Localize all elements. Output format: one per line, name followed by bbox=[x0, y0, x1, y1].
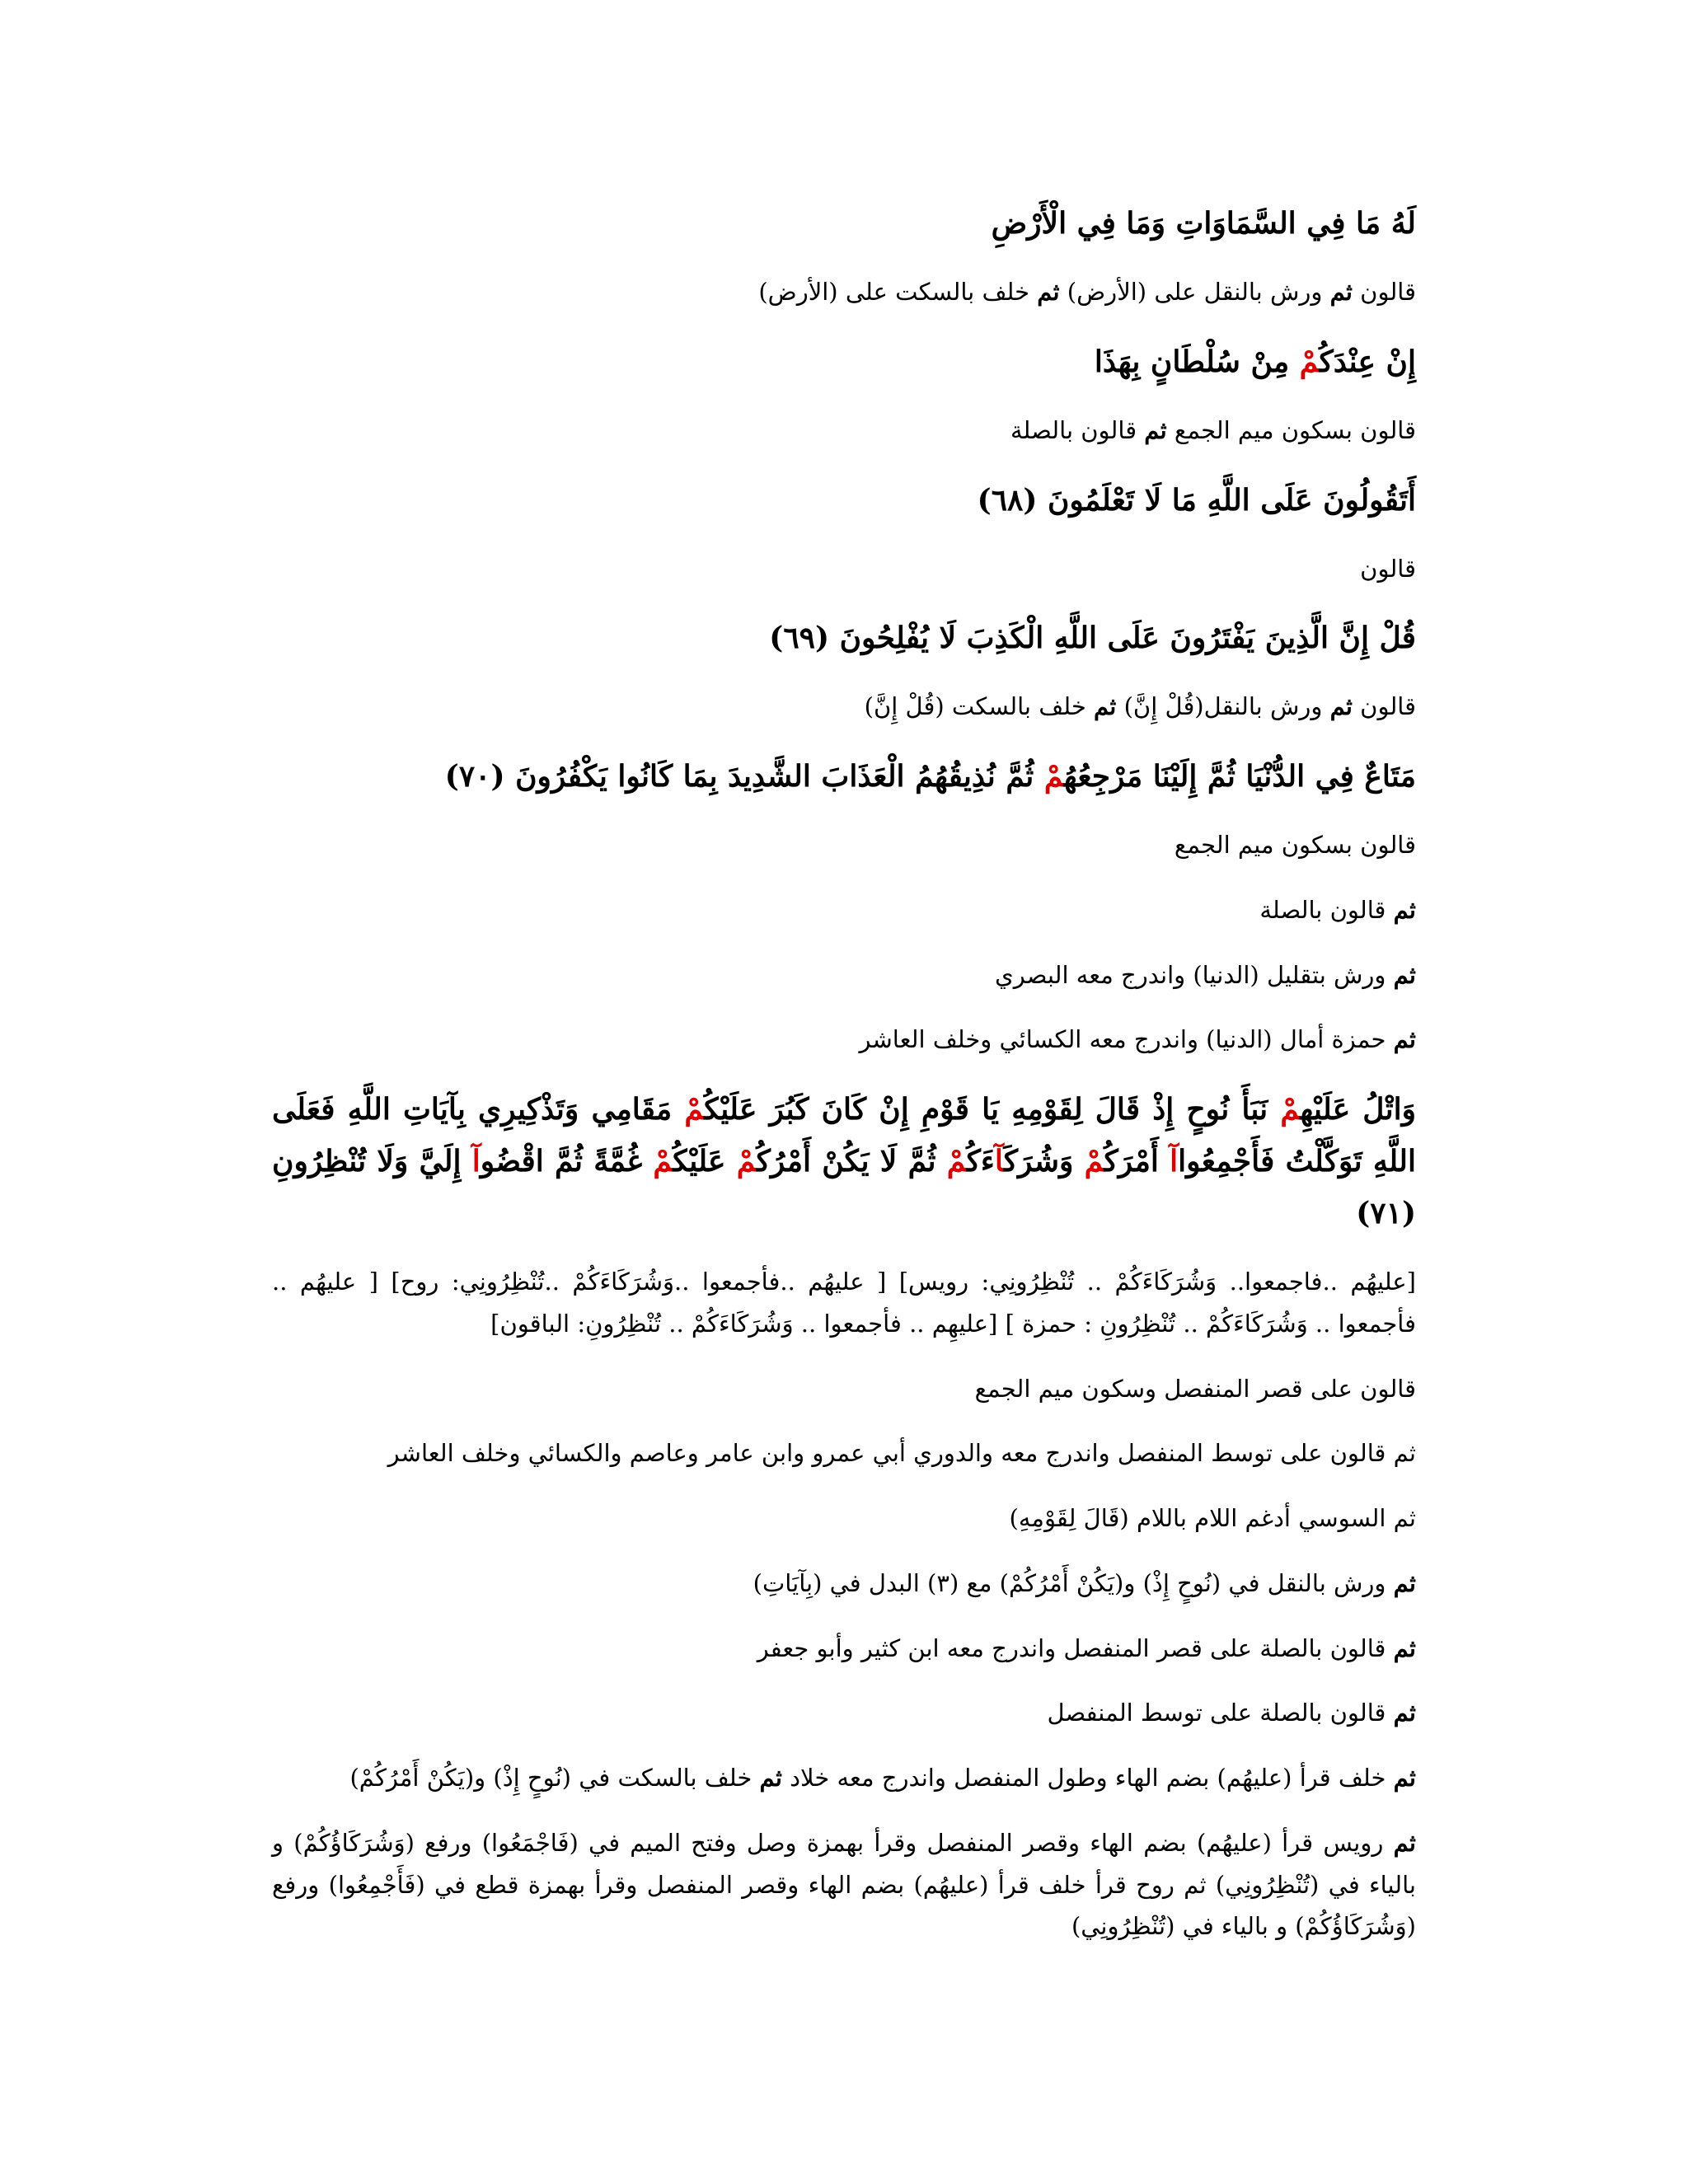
bold-keyword: ثم bbox=[1037, 278, 1060, 306]
bold-keyword: ثم bbox=[1329, 278, 1353, 306]
text-segment: وَشُرَكَ bbox=[1003, 1144, 1085, 1179]
text-segment: ورش بالنقل على (الأرض) bbox=[1059, 278, 1330, 306]
text-segment: قالون bbox=[1352, 692, 1416, 721]
text-segment: ثُمَّ نُذِيقُهُمُ الْعَذَابَ الشَّدِيدَ بِمَا كَانُوا يَكْفُرُونَ (٧٠) bbox=[444, 759, 1044, 794]
text-segment: مَقَامِي وَتَذْكِيرِي بِآيَاتِ اللَّهِ فَعَلَى اللَّهِ تَوَكَّلْتُ فَأَجْمِعُوا bbox=[272, 1092, 1417, 1179]
commentary-line bbox=[272, 271, 1416, 313]
text-segment: قالون بالصلة bbox=[1010, 415, 1145, 444]
text-segment: عَلَيْكُ bbox=[673, 1144, 737, 1179]
verse-line bbox=[272, 612, 1416, 664]
text-segment: قالون بالصلة bbox=[1259, 895, 1394, 924]
text-segment: قُلْ إِنَّ الَّذِينَ يَفْتَرُونَ عَلَى اللَّهِ الْكَذِبَ لَا يُفْلِحُونَ (٦٩) bbox=[769, 621, 1416, 656]
verse-line bbox=[272, 1084, 1416, 1240]
text-segment: مَتَاعٌ فِي الدُّنْيَا ثُمَّ إِلَيْنَا مَرْجِعُهُ bbox=[1063, 759, 1416, 794]
text-segment: ثُمَّ لَا يَكُنْ أَمْرُكُ bbox=[756, 1144, 947, 1179]
text-segment: [عليهُم ..فاجمعوا.. وَشُرَكَاءَكُمْ .. تُنْظِرُونِي: رويس] [ عليهُم ..فأجمعوا ..وَشُرَكَاءَكُمْ ..تُنْظِرُونِي: روح] [ عليهُم .. فأجمعوا .. وَشُرَكَاءَكُمْ .. تُنْظِرُونِ : حمزة ] [عليهِم .. فأجمعوا .. وَشُرَكَاءَكُمْ .. تُنْظِرُونِ: الباقون] bbox=[272, 1268, 1416, 1338]
text-segment: خلف بالسكت في (نُوحٍ إِذْ) و(يَكُنْ أَمْرُكُمْ) bbox=[349, 1764, 760, 1792]
bold-keyword: ثم bbox=[1393, 895, 1416, 924]
text-segment: ءَكُ bbox=[966, 1144, 995, 1179]
text-segment: نَبَأَ نُوحٍ إِذْ قَالَ لِقَوْمِهِ يَا قَوْمِ إِنْ كَانَ كَبُرَ عَلَيْكُ bbox=[704, 1092, 1281, 1127]
text-segment: غُمَّةً ثُمَّ اقْضُو bbox=[480, 1144, 654, 1179]
highlighted-letter: آ bbox=[471, 1144, 481, 1179]
highlighted-letter: مْ bbox=[1084, 1144, 1104, 1179]
bold-keyword: ثم bbox=[1393, 1568, 1416, 1597]
commentary-line bbox=[272, 954, 1416, 996]
commentary-line bbox=[272, 824, 1416, 866]
bold-keyword: ثم bbox=[1393, 1699, 1416, 1727]
verse-line bbox=[272, 751, 1416, 803]
commentary-line bbox=[272, 548, 1416, 590]
text-segment: خلف بالسكت (قُلْ إِنَّ) bbox=[864, 692, 1094, 721]
highlighted-letter: مْ bbox=[684, 1092, 705, 1127]
text-segment: حمزة أمال (الدنيا) واندرج معه الكسائي وخلف العاشر bbox=[859, 1025, 1394, 1054]
text-segment: أَتَقُولُونَ عَلَى اللَّهِ مَا لَا تَعْلَمُونَ (٦٨) bbox=[977, 482, 1416, 518]
text-segment: خلف قرأ (عليهُم) بضم الهاء وطول المنفصل واندرج معه خلاد bbox=[781, 1764, 1394, 1792]
text-segment: قالون بسكون ميم الجمع bbox=[1166, 415, 1416, 444]
commentary-line bbox=[272, 1757, 1416, 1799]
text-segment: مِنْ سُلْطَانٍ بِهَذَا bbox=[1094, 344, 1300, 379]
commentary-line bbox=[272, 686, 1416, 728]
text-segment: لَهُ مَا فِي السَّمَاوَاتِ وَمَا فِي الْأَرْضِ bbox=[991, 206, 1416, 241]
verse-line bbox=[272, 336, 1416, 388]
verse-line bbox=[272, 198, 1416, 250]
text-segment: إِلَيَّ وَلَا تُنْظِرُونِ (٧١) bbox=[272, 1144, 1416, 1230]
commentary-line bbox=[272, 410, 1416, 452]
highlighted-letter: آ bbox=[1170, 1144, 1179, 1179]
bold-keyword: ثم bbox=[1393, 960, 1416, 989]
text-segment: ورش بتقليل (الدنيا) واندرج معه البصري bbox=[995, 960, 1394, 989]
text-segment: قالون bbox=[1360, 554, 1416, 583]
highlighted-letter: آ bbox=[994, 1144, 1004, 1179]
bold-keyword: ثم bbox=[1393, 1025, 1416, 1054]
highlighted-letter: مْ bbox=[653, 1144, 673, 1179]
commentary-line bbox=[272, 1563, 1416, 1605]
commentary-line bbox=[272, 1261, 1416, 1345]
commentary-line bbox=[272, 1432, 1416, 1474]
commentary-line bbox=[272, 1822, 1416, 1947]
commentary-line bbox=[272, 1692, 1416, 1734]
text-segment: أَمْرَكُ bbox=[1104, 1144, 1170, 1179]
highlighted-letter: مْ bbox=[1299, 344, 1320, 379]
highlighted-letter: مْ bbox=[946, 1144, 967, 1179]
text-segment: ورش بالنقل(قُلْ إِنَّ) bbox=[1116, 692, 1330, 721]
bold-keyword: ثم bbox=[1393, 1764, 1416, 1792]
commentary-line bbox=[272, 1019, 1416, 1061]
text-segment: خلف بالسكت على (الأرض) bbox=[758, 278, 1038, 306]
highlighted-letter: مْ bbox=[1280, 1092, 1301, 1127]
commentary-line bbox=[272, 1368, 1416, 1410]
commentary-line bbox=[272, 1497, 1416, 1540]
verse-line bbox=[272, 475, 1416, 527]
bold-keyword: ثم bbox=[1329, 692, 1353, 721]
bold-keyword: ثم bbox=[1393, 1828, 1416, 1857]
text-segment: ورش بالنقل في (نُوحٍ إِذْ) و(يَكُنْ أَمْرُكُمْ) مع (٣) البدل في (بِآيَاتِ) bbox=[753, 1568, 1394, 1597]
bold-keyword: ثم bbox=[759, 1764, 782, 1792]
text-segment: وَاتْلُ عَلَيْهِ bbox=[1300, 1092, 1416, 1127]
text-segment: ثم قالون على توسط المنفصل واندرج معه والدوري أبي عمرو وابن عامر وعاصم والكسائي وخلف العاشر bbox=[387, 1439, 1416, 1468]
text-segment: قالون bbox=[1352, 278, 1416, 306]
bold-keyword: ثم bbox=[1144, 415, 1167, 444]
bold-keyword: ثم bbox=[1393, 1633, 1416, 1662]
text-segment: إِنْ عِنْدَكُ bbox=[1319, 344, 1416, 379]
text-segment: قالون بالصلة على توسط المنفصل bbox=[1047, 1699, 1394, 1727]
text-segment: ثم السوسي أدغم اللام باللام (قَالَ لِقَوْمِهِ) bbox=[1009, 1504, 1416, 1532]
highlighted-letter: مْ bbox=[1043, 759, 1064, 794]
highlighted-letter: مْ bbox=[736, 1144, 757, 1179]
text-segment: قالون على قصر المنفصل وسكون ميم الجمع bbox=[974, 1374, 1416, 1403]
text-segment: قالون بسكون ميم الجمع bbox=[1174, 831, 1416, 859]
commentary-line bbox=[272, 1628, 1416, 1670]
text-segment: رويس قرأ (عليهُم) بضم الهاء وقصر المنفصل وقرأ بهمزة وصل وفتح الميم في (فَاجْمَعُوا) ورفع (وَشُرَكَاؤُكُمْ) و بالياء في (تُنْظِرُونِي) ثم روح قرأ خلف قرأ (عليهُم) بضم الهاء وقصر المنفصل وقرأ بهمزة قطع في (فَأَجْمِعُوا) ورفع (وَشُرَكَاؤُكُمْ) و بالياء في (تُنْظِرُونِي) bbox=[272, 1828, 1416, 1941]
bold-keyword: ثم bbox=[1094, 692, 1117, 721]
text-segment: قالون بالصلة على قصر المنفصل واندرج معه ابن كثير وأبو جعفر bbox=[757, 1633, 1394, 1662]
commentary-line bbox=[272, 889, 1416, 931]
